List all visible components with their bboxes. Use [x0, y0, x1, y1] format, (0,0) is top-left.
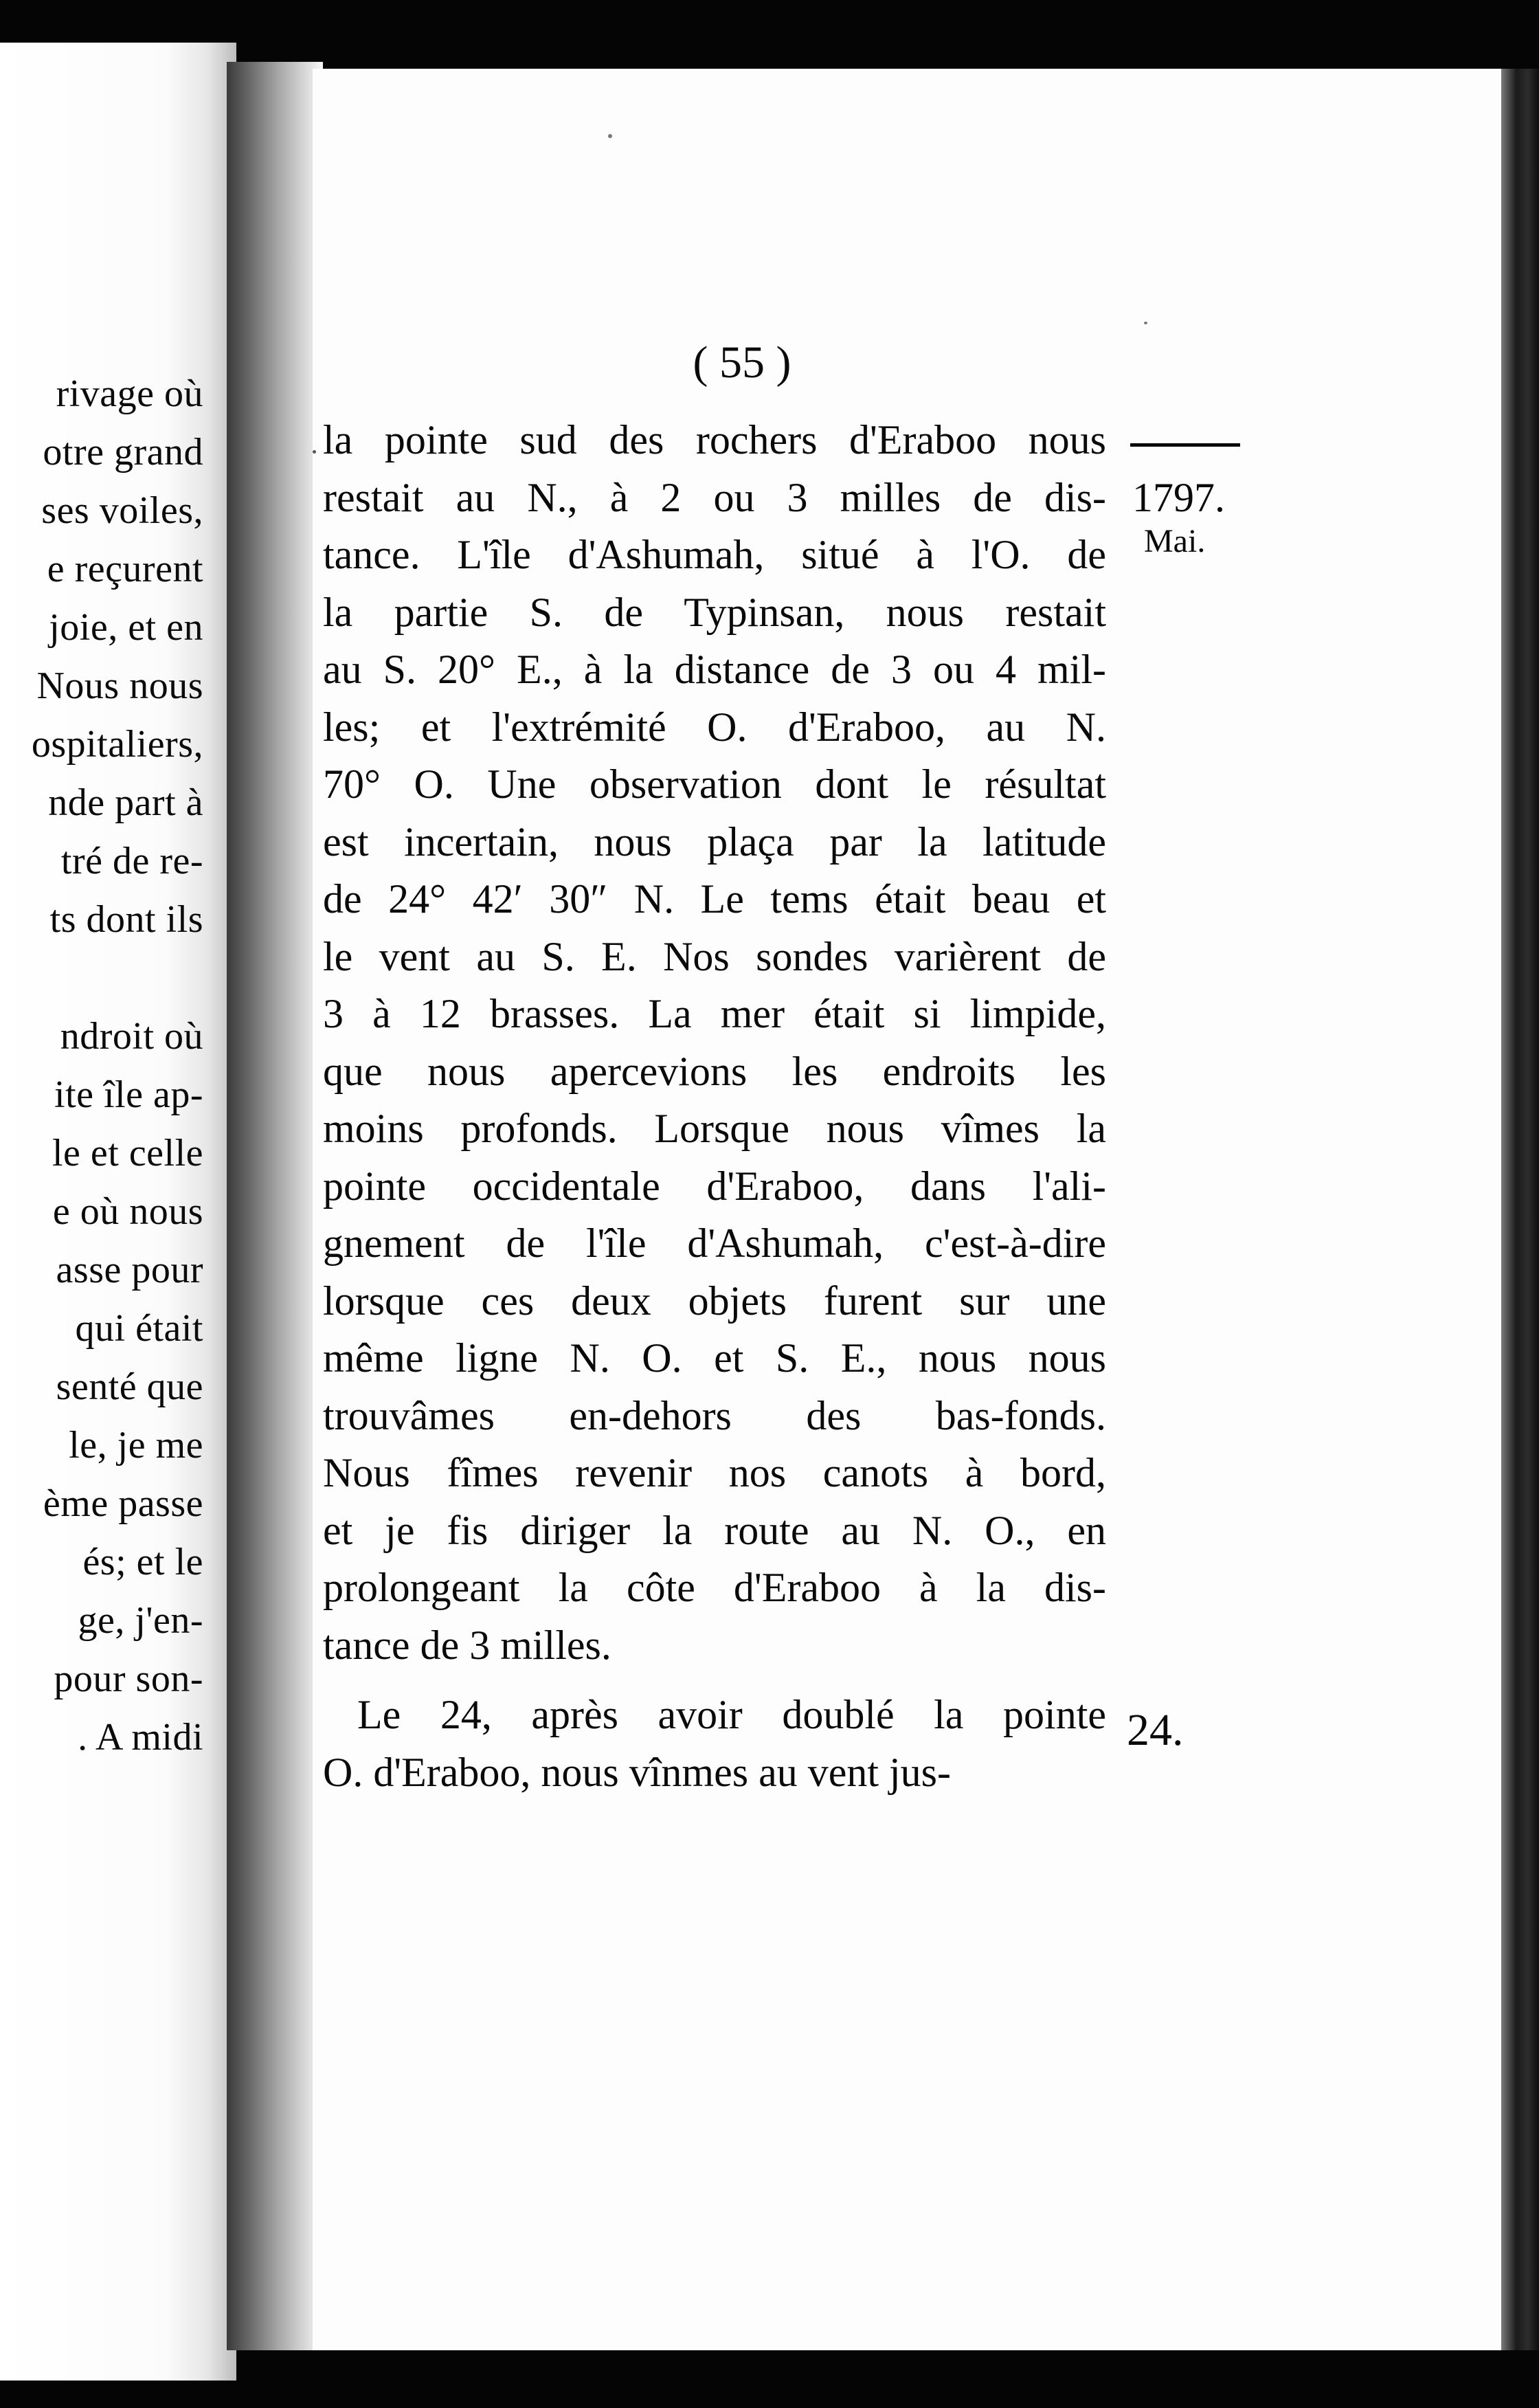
body-line: 3 à 12 brasses. La mer était si limpide,: [323, 991, 1106, 1036]
body-line: restait au N., à 2 ou 3 milles de dis-: [323, 475, 1106, 520]
facing-page-line: e reçurent: [47, 548, 203, 590]
facing-page-line: tré de re-: [60, 840, 203, 882]
body-line: 70° O. Une observation dont le résultat: [323, 761, 1106, 807]
margin-year: 1797.: [1132, 475, 1225, 520]
body-line: même ligne N. O. et S. E., nous nous: [323, 1335, 1106, 1381]
facing-page-line: otre grand: [43, 431, 203, 473]
facing-page-line: senté que: [56, 1365, 203, 1408]
body-line: lorsque ces deux objets furent sur une: [323, 1278, 1106, 1324]
body-line: pointe occidentale d'Eraboo, dans l'ali-: [323, 1163, 1106, 1209]
facing-page: [0, 43, 236, 2381]
body-line: trouvâmes en-dehors des bas-fonds.: [323, 1393, 1106, 1438]
margin-day: 24.: [1127, 1705, 1184, 1755]
paper-speck: [608, 134, 612, 138]
page-edge: [1501, 69, 1539, 2350]
paper-speck: [1144, 322, 1147, 324]
facing-page-line: le et celle: [52, 1132, 203, 1174]
body-line: les; et l'extrémité O. d'Eraboo, au N.: [323, 704, 1106, 750]
body-line: tance. L'île d'Ashumah, situé à l'O. de: [323, 532, 1106, 577]
body-line: de 24° 42′ 30″ N. Le tems était beau et: [323, 876, 1106, 922]
facing-page-line: ndroit où: [60, 1015, 203, 1058]
facing-page-line: ite île ap-: [54, 1073, 203, 1116]
body-line: moins profonds. Lorsque nous vîmes la: [323, 1106, 1106, 1151]
body-line: la pointe sud des rochers d'Eraboo nous: [323, 417, 1106, 462]
main-page: [313, 69, 1501, 2350]
facing-page-line: pour son-: [54, 1658, 203, 1700]
body-line: la partie S. de Typinsan, nous restait: [323, 590, 1106, 635]
facing-page-line: e où nous: [52, 1190, 203, 1233]
facing-page-line: Nous nous: [36, 665, 203, 707]
facing-page-line: ts dont ils: [49, 898, 203, 941]
facing-page-line: . A midi: [78, 1716, 203, 1759]
body-line: que nous apercevions les endroits les: [323, 1049, 1106, 1094]
body-line: Le 24, après avoir doublé la pointe: [357, 1692, 1106, 1737]
margin-month: Mai.: [1144, 523, 1206, 559]
body-line: O. d'Eraboo, nous vînmes au vent jus-: [323, 1750, 952, 1795]
facing-page-line: és; et le: [82, 1541, 203, 1583]
facing-page-line: ses voiles,: [41, 489, 203, 532]
facing-page-line: nde part à: [48, 781, 203, 824]
margin-rule: [1130, 443, 1240, 447]
body-line: prolongeant la côte d'Eraboo à la dis-: [323, 1565, 1106, 1610]
facing-page-line: asse pour: [56, 1249, 203, 1291]
body-line: tance de 3 milles.: [323, 1623, 611, 1668]
paper-speck: [313, 450, 316, 454]
facing-page-line: ge, j'en-: [78, 1599, 203, 1642]
body-line: Nous fîmes revenir nos canots à bord,: [323, 1450, 1106, 1495]
body-line: et je fis diriger la route au N. O., en: [323, 1508, 1106, 1553]
body-line: le vent au S. E. Nos sondes varièrent de: [323, 934, 1106, 979]
book-gutter: [227, 62, 323, 2350]
body-line: au S. 20° E., à la distance de 3 ou 4 mil-: [323, 647, 1106, 692]
facing-page-line: rivage où: [56, 372, 203, 415]
facing-page-line: ospitaliers,: [31, 723, 203, 766]
facing-page-line: ème passe: [43, 1482, 203, 1525]
body-line: gnement de l'île d'Ashumah, c'est-à-dire: [323, 1220, 1106, 1266]
body-line: est incertain, nous plaça par la latitude: [323, 819, 1106, 865]
page-number: ( 55 ): [693, 337, 791, 388]
facing-page-line: qui était: [75, 1307, 203, 1350]
facing-page-line: joie, et en: [49, 606, 203, 649]
facing-page-line: le, je me: [69, 1424, 203, 1467]
